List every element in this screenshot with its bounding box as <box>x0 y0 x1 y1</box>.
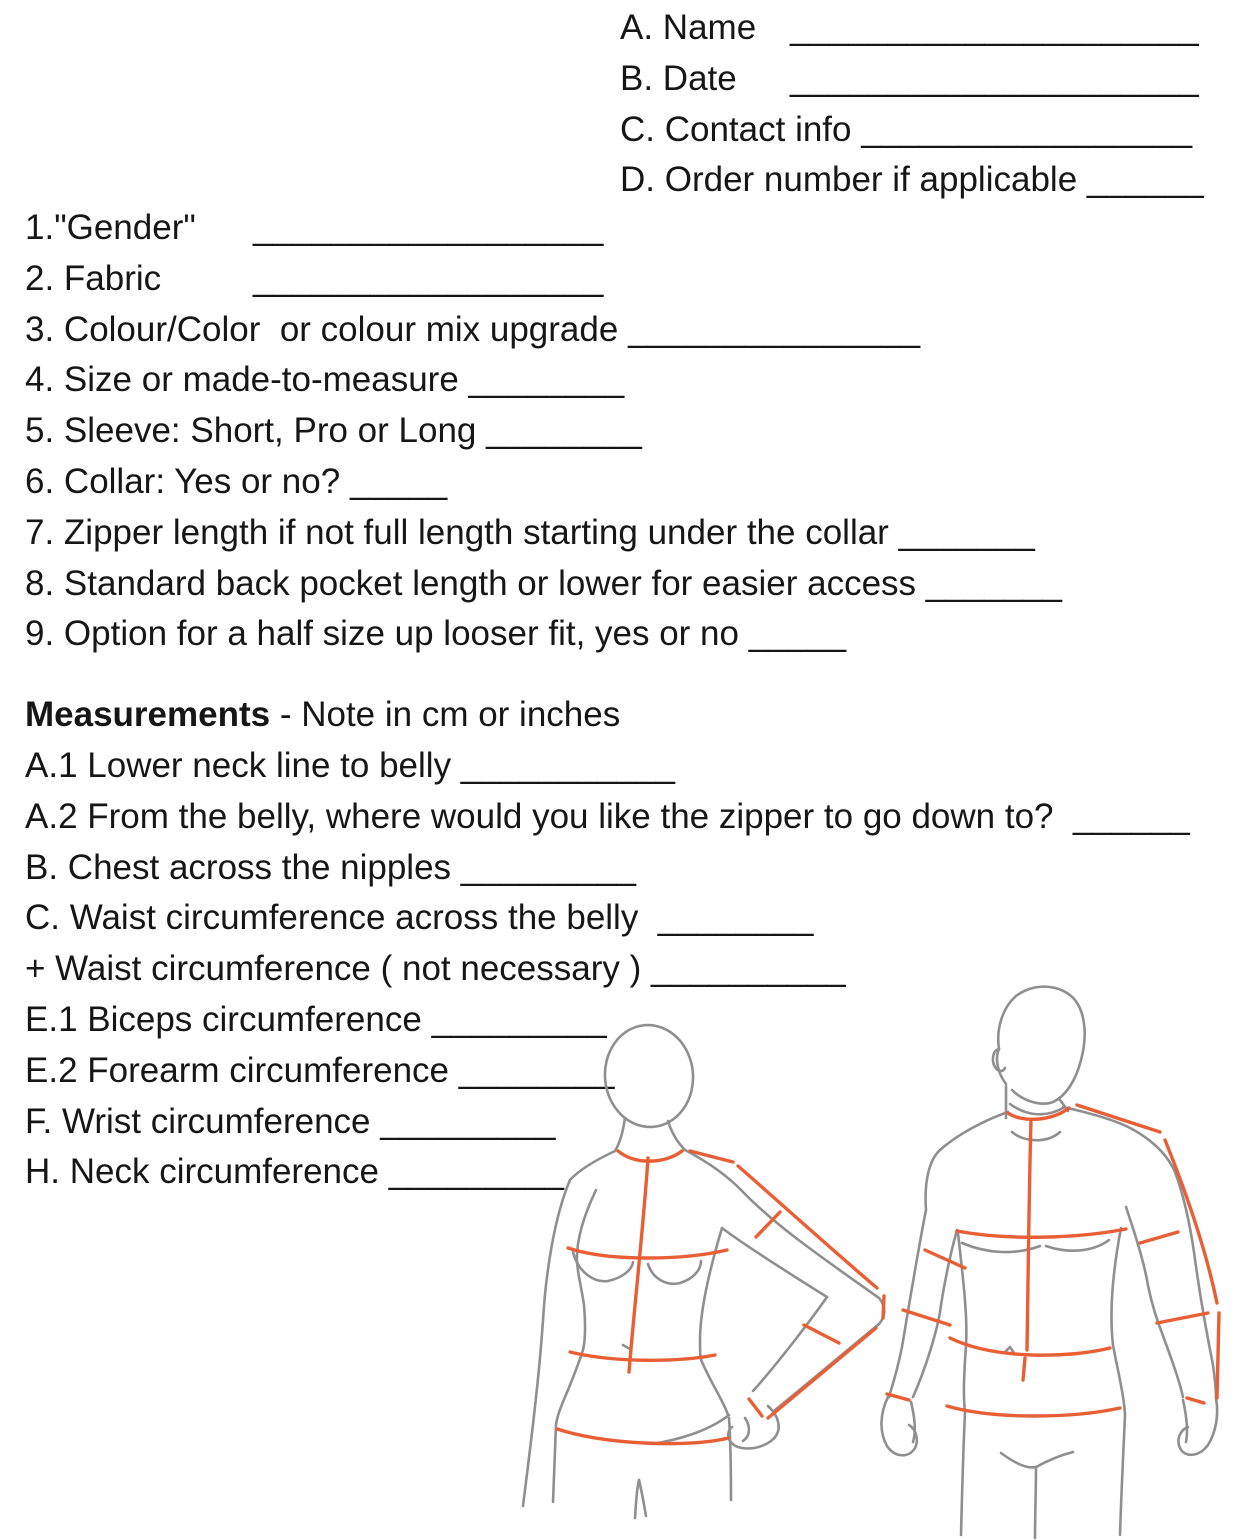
male-left-deltoid-arm-outer <box>889 1150 940 1397</box>
female-neck-line <box>618 1151 682 1161</box>
female-waist-line <box>570 1352 715 1360</box>
sleeve-question-label: 5. Sleeve: Short, Pro or Long <box>25 411 487 451</box>
male-sleeve-line-shoulder <box>1077 1105 1160 1132</box>
neck-circumference-blank-line: _________ <box>388 1152 564 1192</box>
size-question-label: 4. Size or made-to-measure <box>25 360 469 400</box>
female-right-body-edge <box>700 1228 728 1415</box>
female-right-breast-curve <box>648 1261 701 1284</box>
male-right-wrist-line <box>1187 1398 1204 1403</box>
waist-optional-blank-line: __________ <box>650 949 846 989</box>
male-right-body-edge <box>1111 1228 1125 1535</box>
female-sleeve-line-forearm <box>768 1328 876 1418</box>
neck-to-belly-blank-line: ___________ <box>460 745 675 785</box>
neck-circumference-label: H. Neck circumference <box>25 1152 389 1192</box>
female-arm-inner-upper <box>722 1228 827 1297</box>
collar-blank-line: _____ <box>349 461 448 501</box>
female-chest-line <box>568 1248 727 1258</box>
zipper-down-to-blank-line: ______ <box>1072 796 1190 836</box>
size-blank-line: ________ <box>468 360 625 400</box>
biceps-label: E.1 Biceps circumference <box>25 999 432 1039</box>
male-collar-curve <box>1012 1132 1060 1140</box>
female-right-shoulder-arm-outer <box>685 1150 879 1298</box>
male-right-deltoid-arm-outer <box>1132 1129 1216 1398</box>
female-left-arm-outer <box>523 1180 570 1506</box>
male-chest-line <box>957 1229 1126 1237</box>
chest-blank-line: _________ <box>460 847 636 887</box>
male-right-pec <box>1046 1240 1109 1251</box>
colour-blank-line: _______________ <box>628 309 921 349</box>
date-field-label: B. Date <box>620 58 747 98</box>
back-pocket-blank-line: _______ <box>925 563 1063 603</box>
female-crotch-line-left <box>635 1480 639 1518</box>
female-neck-left <box>615 1118 625 1151</box>
waist-optional-label: + Waist circumference ( not necessary ) <box>25 949 651 989</box>
measurements-subtitle: - Note in cm or inches <box>270 695 621 735</box>
forearm-label: E.2 Forearm circumference <box>25 1050 459 1090</box>
looser-fit-question-label: 9. Option for a half size up looser fit, yes or no <box>25 614 749 654</box>
gender-blank-line: __________________ <box>253 208 604 247</box>
male-right-arm-inner <box>1126 1207 1183 1397</box>
zipper-length-question-label: 7. Zipper length if not full length starting under the collar <box>25 512 899 552</box>
contact-blank-line: _________________ <box>861 109 1193 149</box>
looser-fit-blank-line: _____ <box>748 614 847 654</box>
wrist-label: F. Wrist circumference <box>25 1101 381 1141</box>
zipper-length-blank-line: _______ <box>898 512 1035 552</box>
female-belly-mark <box>623 1345 630 1349</box>
female-left-shoulder <box>570 1151 615 1180</box>
contact-field-label: C. Contact info <box>620 109 862 149</box>
male-head-outline <box>997 987 1085 1104</box>
female-finger-line <box>743 1418 749 1441</box>
male-spine-line <box>1027 1120 1031 1350</box>
female-head-outline <box>601 1021 698 1130</box>
waist-blank-line: ________ <box>657 898 814 938</box>
male-sleeve-line-forearm <box>1217 1313 1219 1398</box>
order-number-blank-line: ______ <box>1086 160 1204 200</box>
name-blank-line: _____________________ <box>790 8 1199 47</box>
neck-to-belly-label: A.1 Lower neck line to belly <box>25 745 461 785</box>
fabric-question-label: 2. Fabric <box>25 258 171 298</box>
male-spine-line-end-dash <box>1023 1358 1025 1380</box>
measurements-title: Measurements <box>25 695 271 735</box>
male-right-biceps-line <box>1140 1232 1178 1243</box>
male-sleeve-line-upper-arm <box>1165 1140 1217 1303</box>
male-glute-crack <box>1035 1467 1036 1538</box>
female-wrist-line <box>749 1399 762 1416</box>
male-left-trapezius <box>940 1112 1008 1150</box>
female-sleeve-line-elbow-dash <box>883 1296 884 1318</box>
female-front-figure <box>523 1021 884 1518</box>
female-forearm-line <box>804 1325 839 1343</box>
zipper-down-to-label: A.2 From the belly, where would you like the zipper to go down to? <box>25 796 1073 836</box>
collar-question-label: 6. Collar: Yes or no? <box>25 461 350 501</box>
male-waist-line <box>950 1338 1110 1355</box>
female-left-body-edge <box>553 1190 596 1502</box>
male-figure-outline <box>881 987 1217 1538</box>
male-hip-line <box>947 1406 1120 1416</box>
male-left-forearm-line <box>903 1310 950 1325</box>
female-elbow-forearm-outer <box>775 1298 884 1410</box>
male-right-forearm-line <box>1157 1313 1208 1323</box>
chest-label: B. Chest across the nipples <box>25 847 461 887</box>
male-glute-left-curve <box>1001 1453 1036 1467</box>
male-left-hand-finger <box>911 1402 915 1442</box>
gender-question-label: 1."Gender" <box>25 208 206 247</box>
female-crotch-line-right <box>639 1480 646 1516</box>
male-glute-right-curve <box>1036 1452 1073 1467</box>
female-hand-on-hip <box>728 1406 778 1449</box>
fabric-blank-line: __________________ <box>253 258 604 298</box>
date-blank-line: _____________________ <box>790 58 1199 98</box>
male-left-body-edge <box>958 1233 966 1535</box>
name-field-label: A. Name <box>620 8 766 47</box>
waist-label: C. Waist circumference across the belly <box>25 898 658 938</box>
male-figure <box>881 987 1219 1538</box>
sleeve-blank-line: ________ <box>486 411 642 451</box>
male-jaw-neck-curve <box>1010 1104 1063 1114</box>
wrist-blank-line: _________ <box>380 1101 556 1141</box>
female-sleeve-line-upper-arm <box>738 1166 877 1288</box>
female-neck-right <box>668 1121 685 1150</box>
back-pocket-question-label: 8. Standard back pocket length or lower for easier access <box>25 563 926 603</box>
colour-question-label: 3. Colour/Color or colour mix upgrade <box>25 309 629 349</box>
order-number-field-label: D. Order number if applicable <box>620 160 1087 200</box>
biceps-blank-line: _________ <box>431 999 607 1039</box>
forearm-blank-line: ________ <box>458 1050 615 1090</box>
male-right-hand-finger <box>1183 1400 1187 1442</box>
